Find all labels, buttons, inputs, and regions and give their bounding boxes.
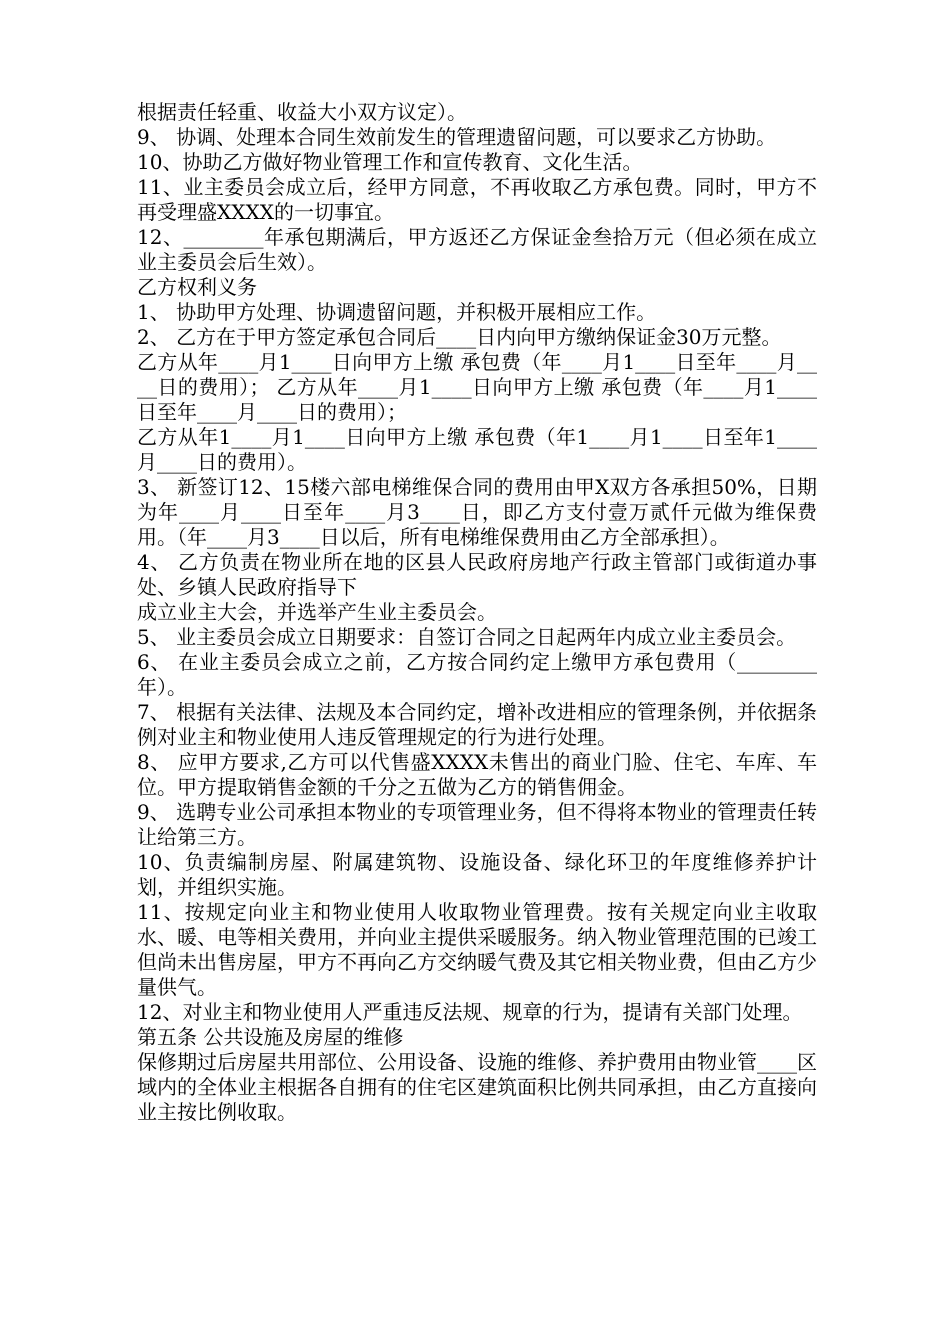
paragraph-party-a-item-12: 12、________年承包期满后，甲方返还乙方保证金叁拾万元（但必须在成立业主委员会后生效）。 xyxy=(137,225,817,274)
heading-party-b-rights: 乙方权利义务 xyxy=(137,275,257,299)
paragraph-party-b-item-5: 5、 业主委员会成立日期要求：自签订合同之日起两年内成立业主委员会。 xyxy=(137,625,797,649)
paragraph-party-b-item-6: 6、 在业主委员会成立之前，乙方按合同约定上缴甲方承包费用（________年）。 xyxy=(137,650,817,699)
paragraph-party-b-item-1: 1、 协助甲方处理、协调遗留问题，并积极开展相应工作。 xyxy=(137,300,657,324)
paragraph-party-a-item-11: 11、业主委员会成立后，经甲方同意，不再收取乙方承包费。同时，甲方不再受理盛XXXX的一切事宜。 xyxy=(137,175,817,224)
paragraph-party-b-item-12: 12、对业主和物业使用人严重违反法规、规章的行为，提请有关部门处理。 xyxy=(137,1000,803,1024)
paragraph-party-a-item-9: 9、 协调、处理本合同生效前发生的管理遗留问题，可以要求乙方协助。 xyxy=(137,125,777,149)
paragraph-party-b-item-4: 4、 乙方负责在物业所在地的区县人民政府房地产行政主管部门或街道办事处、乡镇人民政府指导下 xyxy=(137,550,817,599)
paragraph-party-b-item-10: 10、负责编制房屋、附属建筑物、设施设备、绿化环卫的年度维修养护计划，并组织实施。 xyxy=(137,850,817,899)
document-body xyxy=(137,100,817,1125)
paragraph-party-b-item-2: 2、 乙方在于甲方签定承包合同后____日内向甲方缴纳保证金30万元整。 xyxy=(137,325,782,349)
paragraph-party-b-item-8: 8、 应甲方要求,乙方可以代售盛XXXX未售出的商业门脸、住宅、车库、车位。甲方提取销售金额的千分之五做为乙方的销售佣金。 xyxy=(137,750,817,799)
paragraph-party-b-item-7: 7、 根据有关法律、法规及本合同约定，增补改进相应的管理条例，并依据条例对业主和物业使用人违反管理规定的行为进行处理。 xyxy=(137,700,817,749)
paragraph-party-a-item-10: 10、协助乙方做好物业管理工作和宣传教育、文化生活。 xyxy=(137,150,643,174)
paragraph-article-5-body: 保修期过后房屋共用部位、公用设备、设施的维修、养护费用由物业管____区域内的全体业主根据各自拥有的住宅区建筑面积比例共同承担，由乙方直接向业主按比例收取。 xyxy=(137,1050,817,1124)
paragraph-party-b-item-11: 11、按规定向业主和物业使用人收取物业管理费。按有关规定向业主收取水、暖、电等相关费用，并向业主提供采暖服务。纳入物业管理范围的已竣工但尚未出售房屋，甲方不再向乙方交纳暖气费及其它相关物业费，但由乙方少量供气。 xyxy=(137,900,817,999)
paragraph-party-b-item-3: 3、 新签订12、15楼六部电梯维保合同的费用由甲X双方各承担50%，日期为年____月____日至年____月3____日，即乙方支付壹万贰仟元做为维保费用。（年____月3____日以后，所有电梯维保费用由乙方全部承担）。 xyxy=(137,475,817,549)
paragraph-responsibility-note: 根据责任轻重、收益大小双方议定）。 xyxy=(137,100,467,124)
paragraph-party-b-item-4-cont: 成立业主大会，并选举产生业主委员会。 xyxy=(137,600,497,624)
heading-article-5: 第五条 公共设施及房屋的维修 xyxy=(137,1025,404,1049)
paragraph-payment-schedule-1: 乙方从年____月1____日向甲方上缴 承包费（年____月1____日至年____月____日的费用）； 乙方从年____月1____日向甲方上缴 承包费（年____月1____日至年____月____日的费用）； xyxy=(137,350,817,424)
paragraph-payment-schedule-2: 乙方从年1____月1____日向甲方上缴 承包费（年1____月1____日至年1____月____日的费用）。 xyxy=(137,425,817,474)
paragraph-party-b-item-9: 9、 选聘专业公司承担本物业的专项管理业务，但不得将本物业的管理责任转让给第三方。 xyxy=(137,800,817,849)
